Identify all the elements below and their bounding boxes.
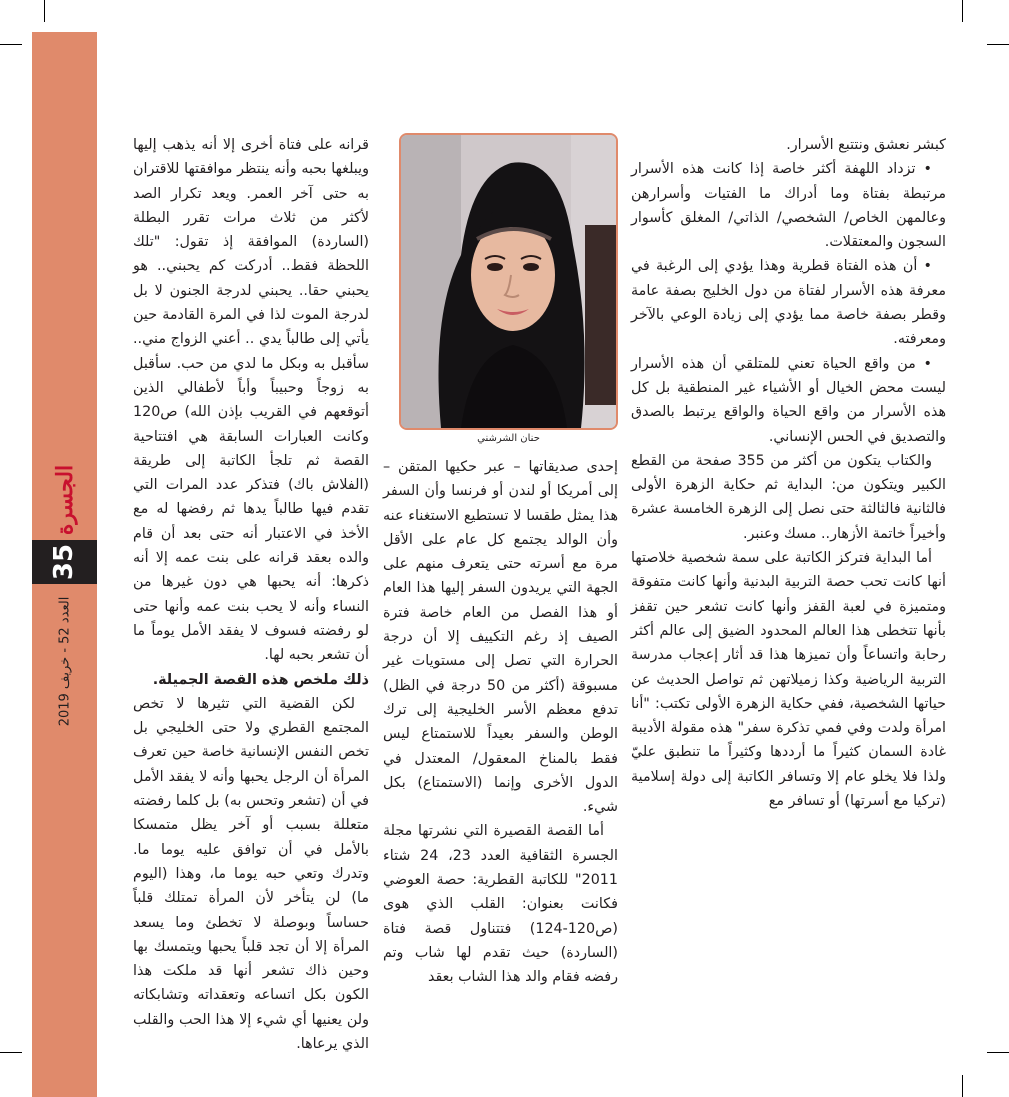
- article-column-middle: [383, 455, 618, 990]
- crop-mark: [987, 44, 1009, 45]
- paragraph: • من واقع الحياة تعني للمتلقي أن هذه الأسرار ليست محض الخيال أو الأشياء غير المنطقية بل كل هذه الأسرار من واقع الحياة والواقع يرتبط بالصدق والتصديق في الحس الإنساني.: [631, 355, 946, 445]
- article-column-left: [133, 133, 369, 1056]
- crop-mark: [962, 1075, 963, 1097]
- author-photo: [399, 133, 618, 430]
- crop-mark: [987, 1052, 1009, 1053]
- paragraph: لكن القضية التي تثيرها لا تخص المجتمع القطري ولا حتى الخليجي بل تخص النفس الإنسانية خاصة حين تعرف المرأة أن الرجل يحبها وأنه لا يفقد الأمل في أن (تشعر وتحس به) بل كلما رفضته متعللة بسبب أو آخر يظل متمسكا بالأمل في أن توافق عليه يوما ما. وتدرك وتعي حبه يوما ما، وهذا (اليوم ما) لن يتأخر لأن المرأة تمتلك قلباً حساساً وبوصلة لا تخطئ وما يسعد المرأة إلا أن تجد قلباً يحبها ويتمسك بها وحين ذاك تشعر أنها قد ملكت هذا الكون بكل اتساعه وتعقداته وتشابكاته ولن يعنيها أي شيء إلا هذا الحب والقلب الذي يرعاها.: [133, 695, 369, 1052]
- article-column-right: [631, 133, 946, 813]
- paragraph: أما البداية فتركز الكاتبة على سمة شخصية خلاصتها أنها كانت تحب حصة التربية البدنية وأنها كانت متفوقة ومتميزة في لعبة القفز وأنها كانت تشعر حين تقفز بأنها تتخطى هذا العالم المحدود الضيق إلى عالم أكثر رحابة واتساعاً وأن تميزها هذا قد أثار إعجاب مدرسة التربية الرياضية وكذا زميلاتهن ثم تواصل الحديث عن حياتها الشخصية، ففي حكاية الزهرة الأولى تكتب: "أنا امرأة ولدت وفي فمي تذكرة سفر" هذه مقولة الأديبة غادة السمان كثيراً ما أرددها وكثيراً ما تنطبق عليّ ولذا فلا يخلو عام إلا وتسافر الكاتبة إلى دولة إسلامية (تركيا مع أسرتها) أو تسافر مع: [631, 550, 946, 810]
- photo-caption: حنان الشرشني: [477, 433, 540, 444]
- issue-info: [54, 596, 76, 726]
- paragraph: • تزداد اللهفة أكثر خاصة إذا كانت هذه الأسرار مرتبطة بفتاة وما أدراك ما الفتيات وأسرارهن وعالمهن الخاص/ الشخصي/ الذاتي/ المغلق كأسوار السجون والمعتقلات.: [631, 161, 946, 251]
- crop-mark: [0, 1052, 22, 1053]
- paragraph: قرانه على فتاة أخرى إلا أنه يذهب إليها ويبلغها بحبه وأنه ينتظر موافقتها للاقتران به حتى آخر العمر. ويعد تكرار الصد لأكثر من ثلاث مرات تقرر البطلة (الساردة) الموافقة إذ تقول: "تلك اللحظة فقط.. أدركت كم يحبني.. هو يحبني حقا.. يحبني لدرجة الجنون لا بل لدرجة الموت لذا في المرة القادمة حين يأتي إلى طالباً يدي .. أعني الزواج مني.. سأقبل به وبكل ما لدي من حب. سأقبل به زوجاً وحبيباً وأباً لأطفالي الذين أتوقعهم في القريب بإذن الله) ص120 وكانت العبارات السابقة هي افتتاحية القصة ثم تلجأ الكاتبة إلى طريقة (الفلاش باك) فتذكر عدد المرات التي تقدم فيها طالباً يدها ثم رفضها له مع الأخذ في الاعتبار أنه حتى بعد أن قام والده بعقد قرانه على بنت عمه إلا أنه ذكرها: أنه يحبها هي دون غيرها من النساء وأنه لا يحب بنت عمه وأنها حتى لو رفضته فسوف لا يفقد الأمل يوماً ما أن تشعر بحبه لها.: [133, 137, 369, 664]
- crop-mark: [962, 0, 963, 22]
- paragraph: إحدى صديقاتها – عبر حكيها المتقن – إلى أمريكا أو لندن أو فرنسا وأن السفر هذا يمثل طقسا لا تستطيع الاستغناء عنه وأن الوالد يجتمع كل عام على الأقل مرة مع أسرته حتى يتعرف منهم على الجهة التي يريدون السفر إليها هذا العام أو هذا الفصل من العام خاصة فترة الصيف إذ رغم التكييف إلا أن درجة الحرارة التي تصل إلى مستويات غير مسبوقة (أكثر من 50 درجة في الظل) تدفع معظم الأسر الخليجية إلى ترك الوطن والسفر بعيداً للاستمتاع ليس فقط بالمناخ المعقول/ المعتدل في الدول الأخرى وإنما (الاستمتاع) بكل شيء.: [383, 459, 618, 816]
- paragraph: والكتاب يتكون من أكثر من 355 صفحة من القطع الكبير ويتكون من: البداية ثم حكاية الزهرة الأولى فالثانية فالثالثة حتى نصل إلى الزهرة الخامسة عشرة وأخيراً خاتمة الأزهار.. مسك وعنبر.: [631, 452, 946, 542]
- section-heading: ذلك ملخص هذه القصة الجميلة.: [152, 671, 369, 688]
- paragraph: أما القصة القصيرة التي نشرتها مجلة الجسرة الثقافية العدد 23، 24 شتاء 2011" للكاتبة القطرية: حصة العوضي فكانت بعنوان: القلب الذي هوى (ص120-124) فتتناول قصة فتاة (الساردة) حيث تقدم لها شاب وتم رفضه فقام والد هذا الشاب بعقد: [383, 823, 618, 986]
- logo-text: الجسرة: [52, 464, 78, 536]
- page-number-box: [32, 540, 97, 584]
- crop-mark: [0, 44, 22, 45]
- logo-dot-icon: [63, 455, 70, 462]
- issue-info-text: العدد 52 - خريف 2019: [57, 596, 73, 726]
- portrait-illustration: [401, 135, 616, 428]
- paragraph: كبشر نعشق ونتتبع الأسرار.: [786, 137, 946, 153]
- paragraph: • أن هذه الفتاة قطرية وهذا يؤدي إلى الرغبة في معرفة هذه الأسرار لفتاة من دول الخليج بصفة عامة وقطر بصفة خاصة مما يؤدي إلى زيادة الوعي بالآخر ومعرفته.: [631, 258, 946, 348]
- page-number: 35: [49, 543, 80, 581]
- magazine-logo: [40, 462, 90, 536]
- crop-mark: [44, 0, 45, 22]
